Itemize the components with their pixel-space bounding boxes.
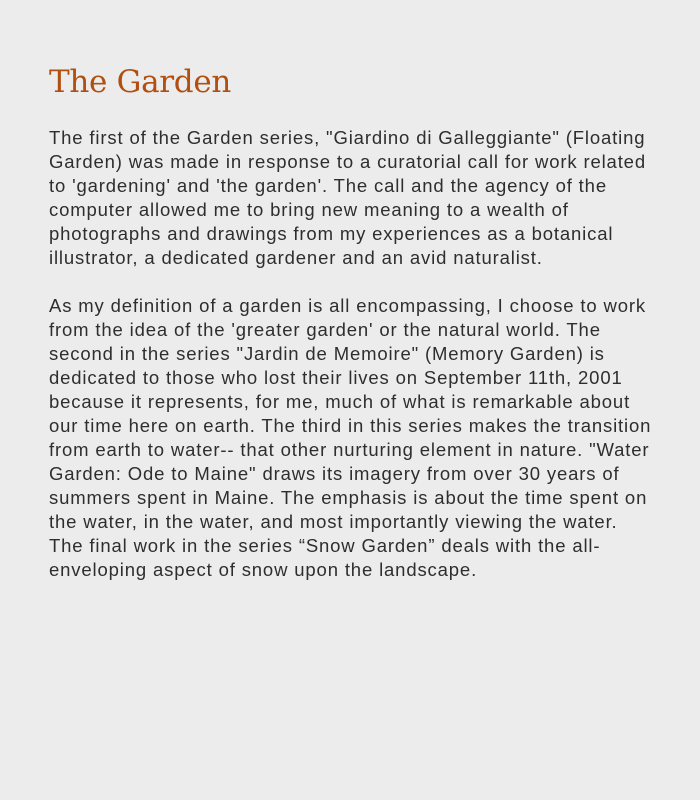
article-body [49, 126, 656, 582]
article-paragraph-2: As my definition of a garden is all encompassing, I choose to work from the idea of the 'greater garden' or the natural world. The second in the series "Jardin de Memoire" (Memory Garden) is dedicated to those who lost their lives on September 11th, 2001 because it represents, for me, much of what is remarkable about our time here on earth. The third in this series makes the transition from earth to water-- that other nurturing element in nature. "Water Garden: Ode to Maine" draws its imagery from over 30 years of summers spent in Maine. The emphasis is about the time spent on the water, in the water, and most importantly viewing the water. The final work in the series “Snow Garden” deals with the all-enveloping aspect of snow upon the landscape. [49, 295, 652, 580]
article-paragraph-1: The first of the Garden series, "Giardino di Galleggiante" (Floating Garden) was made in response to a curatorial call for work related to 'gardening' and 'the garden'. The call and the agency of the computer allowed me to bring new meaning to a wealth of photographs and drawings from my experiences as a botanical illustrator, a dedicated gardener and an avid naturalist. [49, 127, 646, 268]
page-title: The Garden [49, 64, 232, 100]
